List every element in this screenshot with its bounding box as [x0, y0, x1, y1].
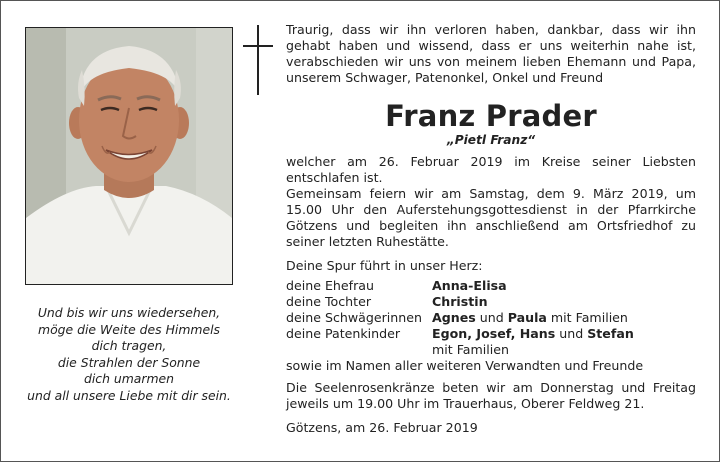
intro-text: Traurig, dass wir ihn verloren haben, dankbar, dass wir ihn gehabt haben und wissend, dass er uns weiterhin nahe ist, verabschieden wir uns von meinem lieben Ehemann und Papa, unserem Schwager, Patenonkel, Onkel und Freund [286, 22, 696, 85]
poem-line: dich umarmen [83, 371, 175, 387]
family-row [286, 294, 634, 310]
relation-label: deine Tochter [286, 294, 372, 309]
deceased-nickname: „Pietl Franz“ [446, 133, 536, 147]
connector-text: und [555, 326, 588, 341]
family-name: Agnes [432, 310, 476, 325]
poem-line: dich tragen, [91, 338, 167, 354]
cross-icon [243, 25, 273, 95]
relatives-line: sowie im Namen aller weiteren Verwandten und Freunde [286, 358, 644, 373]
family-name: Paula [507, 310, 547, 325]
relation-label: deine Patenkinder [286, 326, 401, 341]
family-name: Stefan [587, 326, 634, 341]
poem-line: und all unsere Liebe mit dir sein. [27, 387, 231, 403]
family-row [286, 278, 634, 294]
relation-label: deine Schwägerinnen [286, 310, 423, 325]
poem-line: die Strahlen der Sonne [57, 354, 201, 370]
place-date: Götzens, am 26. Februar 2019 [286, 420, 478, 435]
family-row [286, 310, 634, 326]
family-name: Christin [432, 294, 488, 309]
death-text: welcher am 26. Februar 2019 im Kreise seiner Liebsten entschlafen ist. [286, 154, 696, 185]
heart-line: Deine Spur führt in unser Herz: [286, 258, 483, 273]
family-name: Anna-Elisa [432, 278, 507, 293]
connector-text: mit Familien [432, 342, 510, 357]
family-row [286, 326, 634, 342]
deceased-name: Franz Prader [385, 99, 597, 133]
family-list [286, 278, 634, 358]
family-name: Egon, Josef, Hans [432, 326, 556, 341]
service-text: Gemeinsam feiern wir am Samstag, dem 9. März 2019, um 15.00 Uhr den Auferstehungsgottesdienst in der Pfarrkirche Götzens und begleiten ihn anschließend am Ortsfriedhof zu seiner letzten Ruhestätte. [286, 186, 696, 249]
portrait-photo [25, 27, 233, 285]
notice-body [286, 22, 696, 436]
rosary-text: Die Seelenrosenkränze beten wir am Donnerstag und Freitag jeweils um 19.00 Uhr im Trauerhaus, Oberer Feldweg 21. [286, 380, 696, 411]
relation-label: deine Ehefrau [286, 278, 374, 293]
connector-text: mit Familien [546, 310, 628, 325]
poem-line: möge die Weite des Himmels [38, 321, 220, 337]
connector-text: und [475, 310, 508, 325]
portrait-image [26, 28, 232, 284]
memorial-poem [18, 305, 240, 405]
poem-line: Und bis wir uns wiedersehen, [37, 305, 221, 320]
family-row [286, 342, 634, 358]
